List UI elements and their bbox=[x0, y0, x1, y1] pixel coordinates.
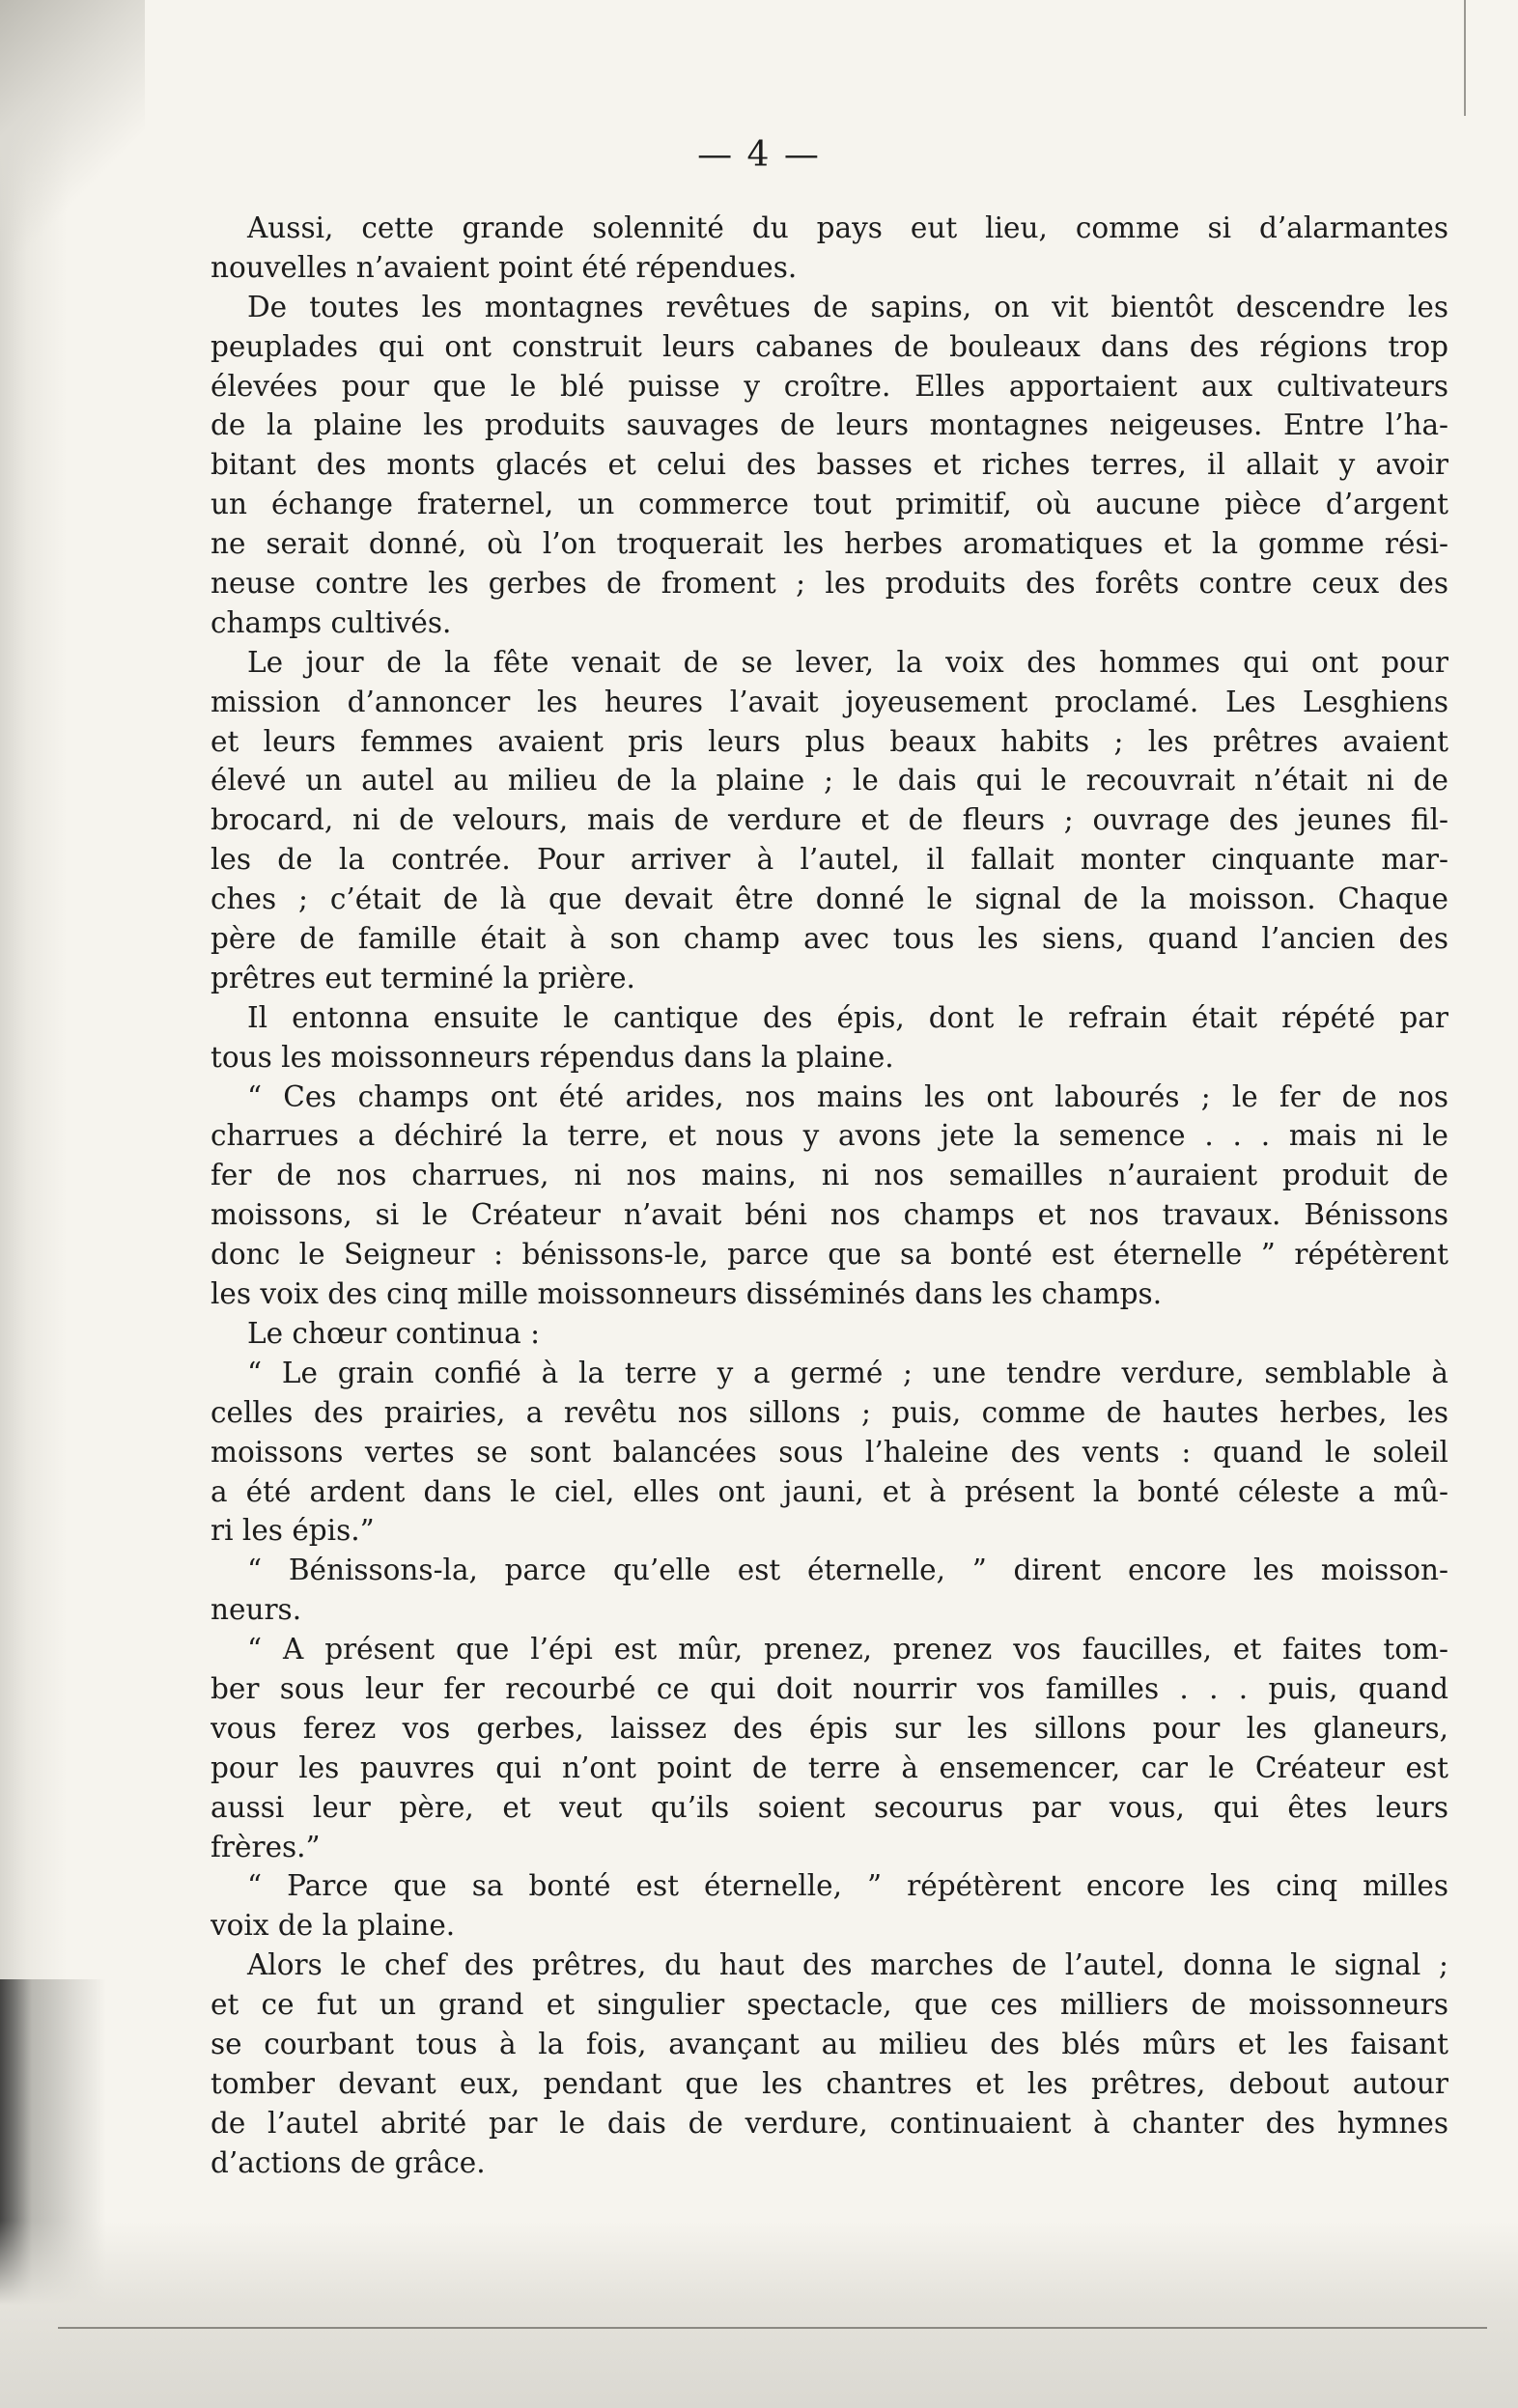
text-line: aussi leur père, et veut qu’ils soient secourus par vous, qui êtes leurs bbox=[211, 1790, 1448, 1824]
text-line: un échange fraternel, un commerce tout primitif, où aucune pièce d’argent bbox=[211, 488, 1448, 521]
text-line: Alors le chef des prêtres, du haut des marches de l’autel, donna le signal ; bbox=[247, 1948, 1448, 1982]
text-line: peuplades qui ont construit leurs cabanes de bouleaux dans des régions trop bbox=[211, 329, 1448, 363]
body-text bbox=[211, 209, 1448, 2183]
text-line: charrues a déchiré la terre, et nous y avons jete la semence . . . mais ni le bbox=[211, 1119, 1448, 1153]
text-line: prêtres eut terminé la prière. bbox=[211, 961, 635, 994]
text-line: moissons vertes se sont balancées sous l’haleine des vents : quand le soleil bbox=[211, 1435, 1448, 1469]
text-line: Il entonna ensuite le cantique des épis, dont le refrain était répété par bbox=[247, 1000, 1448, 1034]
text-line: nouvelles n’avaient point été répendues. bbox=[211, 250, 798, 284]
text-line: a été ardent dans le ciel, elles ont jauni, et à présent la bonté céleste a mû- bbox=[211, 1474, 1448, 1508]
text-line: “ A présent que l’épi est mûr, prenez, prenez vos faucilles, et faites tom- bbox=[247, 1633, 1448, 1666]
text-line: ri les épis.” bbox=[211, 1514, 375, 1548]
text-line: et leurs femmes avaient pris leurs plus beaux habits ; les prêtres avaient bbox=[211, 724, 1448, 758]
text-line: élevé un autel au milieu de la plaine ; le dais qui le recouvrait n’était ni de bbox=[211, 764, 1448, 798]
text-line: pour les pauvres qui n’ont point de terre à ensemencer, car le Créateur est bbox=[211, 1750, 1448, 1784]
text-line: frères.” bbox=[211, 1830, 321, 1863]
text-line: neurs. bbox=[211, 1593, 302, 1627]
scan-bottom-band bbox=[0, 2221, 1518, 2408]
text-line: brocard, ni de velours, mais de verdure et de fleurs ; ouvrage des jeunes fil- bbox=[211, 803, 1448, 837]
text-line: donc le Seigneur : bénissons-le, parce que sa bonté est éternelle ” répétèrent bbox=[211, 1238, 1448, 1272]
text-line: neuse contre les gerbes de froment ; les produits des forêts contre ceux des bbox=[211, 567, 1448, 601]
text-line: Le chœur continua : bbox=[247, 1316, 541, 1350]
text-line: et ce fut un grand et singulier spectacle, que ces milliers de moissonneurs bbox=[211, 1988, 1448, 2022]
text-line: tomber devant eux, pendant que les chantres et les prêtres, debout autour bbox=[211, 2066, 1448, 2100]
scan-corner-top-left bbox=[0, 0, 145, 251]
text-line: élevées pour que le blé puisse y croître. Elles apportaient aux cultivateurs bbox=[211, 369, 1448, 403]
text-line: bitant des monts glacés et celui des basses et riches terres, il allait y avoir bbox=[211, 448, 1448, 482]
text-line: père de famille était à son champ avec tous les siens, quand l’ancien des bbox=[211, 922, 1448, 956]
text-line: De toutes les montagnes revêtues de sapins, on vit bientôt descendre les bbox=[247, 290, 1448, 323]
text-line: vous ferez vos gerbes, laissez des épis sur les sillons pour les glaneurs, bbox=[211, 1711, 1448, 1745]
text-line: ches ; c’était de là que devait être donné le signal de la moisson. Chaque bbox=[211, 882, 1448, 916]
text-line: de l’autel abrité par le dais de verdure, continuaient à chanter des hymnes bbox=[211, 2106, 1448, 2140]
text-line: “ Bénissons-la, parce qu’elle est éternelle, ” dirent encore les moisson- bbox=[247, 1554, 1448, 1587]
text-line: les de la contrée. Pour arriver à l’autel, il fallait monter cinquante mar- bbox=[211, 843, 1448, 877]
text-line: d’actions de grâce. bbox=[211, 2145, 486, 2179]
text-line: tous les moissonneurs répendus dans la plaine. bbox=[211, 1040, 894, 1074]
text-line: de la plaine les produits sauvages de leurs montagnes neigeuses. Entre l’ha- bbox=[211, 408, 1448, 442]
text-line: mission d’annoncer les heures l’avait joyeusement proclamé. Les Lesghiens bbox=[211, 685, 1448, 718]
text-line: Aussi, cette grande solennité du pays eut lieu, comme si d’alarmantes bbox=[247, 211, 1448, 244]
text-line: les voix des cinq mille moissonneurs disséminés dans les champs. bbox=[211, 1277, 1163, 1311]
text-line: celles des prairies, a revêtu nos sillons ; puis, comme de hautes herbes, les bbox=[211, 1395, 1448, 1429]
right-edge-rule bbox=[1464, 0, 1466, 116]
text-line: “ Ces champs ont été arides, nos mains les ont labourés ; le fer de nos bbox=[247, 1079, 1448, 1113]
text-line: fer de nos charrues, ni nos mains, ni nos semailles n’auraient produit de bbox=[211, 1159, 1448, 1192]
text-line: “ Le grain confié à la terre y a germé ; une tendre verdure, semblable à bbox=[247, 1356, 1448, 1389]
text-line: moissons, si le Créateur n’avait béni nos champs et nos travaux. Bénissons bbox=[211, 1198, 1448, 1232]
page-number: — 4 — bbox=[697, 135, 821, 175]
text-line: se courbant tous à la fois, avançant au milieu des blés mûrs et les faisant bbox=[211, 2027, 1448, 2060]
text-line: ber sous leur fer recourbé ce qui doit nourrir vos familles . . . puis, quand bbox=[211, 1671, 1448, 1705]
bottom-rule bbox=[58, 2327, 1487, 2329]
text-line: “ Parce que sa bonté est éternelle, ” répétèrent encore les cinq milles bbox=[247, 1869, 1448, 1903]
text-line: voix de la plaine. bbox=[211, 1909, 456, 1943]
text-line: Le jour de la fête venait de se lever, la voix des hommes qui ont pour bbox=[247, 645, 1448, 679]
text-line: champs cultivés. bbox=[211, 605, 452, 639]
text-line: ne serait donné, où l’on troquerait les herbes aromatiques et la gomme rési- bbox=[211, 527, 1448, 561]
